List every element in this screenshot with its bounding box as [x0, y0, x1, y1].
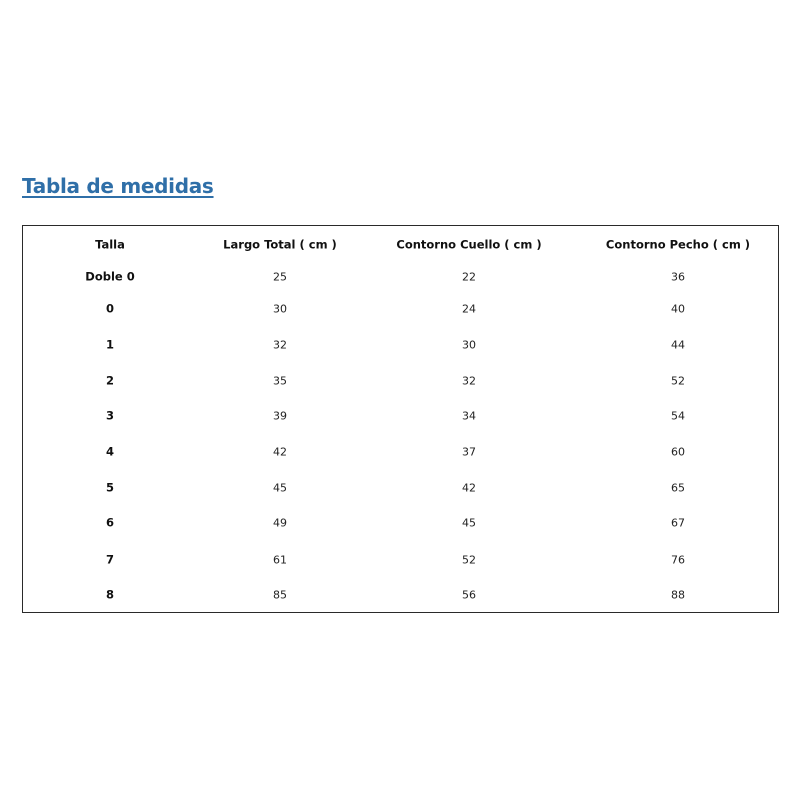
largo-total-cell: 30 — [273, 302, 287, 316]
contorno-cuello-cell: 52 — [462, 553, 476, 567]
largo-total-cell: 42 — [273, 445, 287, 459]
contorno-pecho-cell: 88 — [671, 588, 685, 602]
largo-total-cell: 85 — [273, 588, 287, 602]
largo-total-cell: 39 — [273, 409, 287, 423]
contorno-pecho-cell: 76 — [671, 553, 685, 567]
size-cell: 3 — [105, 408, 115, 423]
largo-total-cell: 49 — [273, 516, 287, 530]
largo-total-cell: 32 — [273, 338, 287, 352]
size-cell: 2 — [105, 373, 115, 388]
contorno-cuello-cell: 22 — [462, 270, 476, 284]
size-cell: 0 — [105, 301, 115, 316]
header-talla: Talla — [95, 237, 125, 252]
contorno-cuello-cell: 34 — [462, 409, 476, 423]
contorno-cuello-cell: 30 — [462, 338, 476, 352]
contorno-pecho-cell: 67 — [671, 516, 685, 530]
size-cell: 8 — [105, 587, 115, 602]
contorno-cuello-cell: 37 — [462, 445, 476, 459]
contorno-pecho-cell: 44 — [671, 338, 685, 352]
size-cell: 6 — [105, 515, 115, 530]
largo-total-cell: 35 — [273, 374, 287, 388]
largo-total-cell: 45 — [273, 481, 287, 495]
contorno-cuello-cell: 32 — [462, 374, 476, 388]
contorno-pecho-cell: 60 — [671, 445, 685, 459]
contorno-pecho-cell: 65 — [671, 481, 685, 495]
contorno-pecho-cell: 54 — [671, 409, 685, 423]
size-cell: 7 — [105, 552, 115, 567]
contorno-cuello-cell: 45 — [462, 516, 476, 530]
size-cell: 4 — [105, 444, 115, 459]
header-contorno-pecho: Contorno Pecho ( cm ) — [605, 237, 751, 252]
contorno-pecho-cell: 40 — [671, 302, 685, 316]
largo-total-cell: 25 — [273, 270, 287, 284]
contorno-pecho-cell: 36 — [671, 270, 685, 284]
size-cell: Doble 0 — [85, 269, 135, 284]
size-table — [22, 225, 779, 613]
contorno-cuello-cell: 42 — [462, 481, 476, 495]
header-largo-total: Largo Total ( cm ) — [223, 237, 337, 252]
size-cell: 1 — [105, 337, 115, 352]
contorno-cuello-cell: 56 — [462, 588, 476, 602]
page-title: Tabla de medidas — [22, 174, 214, 198]
largo-total-cell: 61 — [273, 553, 287, 567]
size-cell: 5 — [105, 480, 115, 495]
contorno-pecho-cell: 52 — [671, 374, 685, 388]
header-contorno-cuello: Contorno Cuello ( cm ) — [396, 237, 542, 252]
contorno-cuello-cell: 24 — [462, 302, 476, 316]
